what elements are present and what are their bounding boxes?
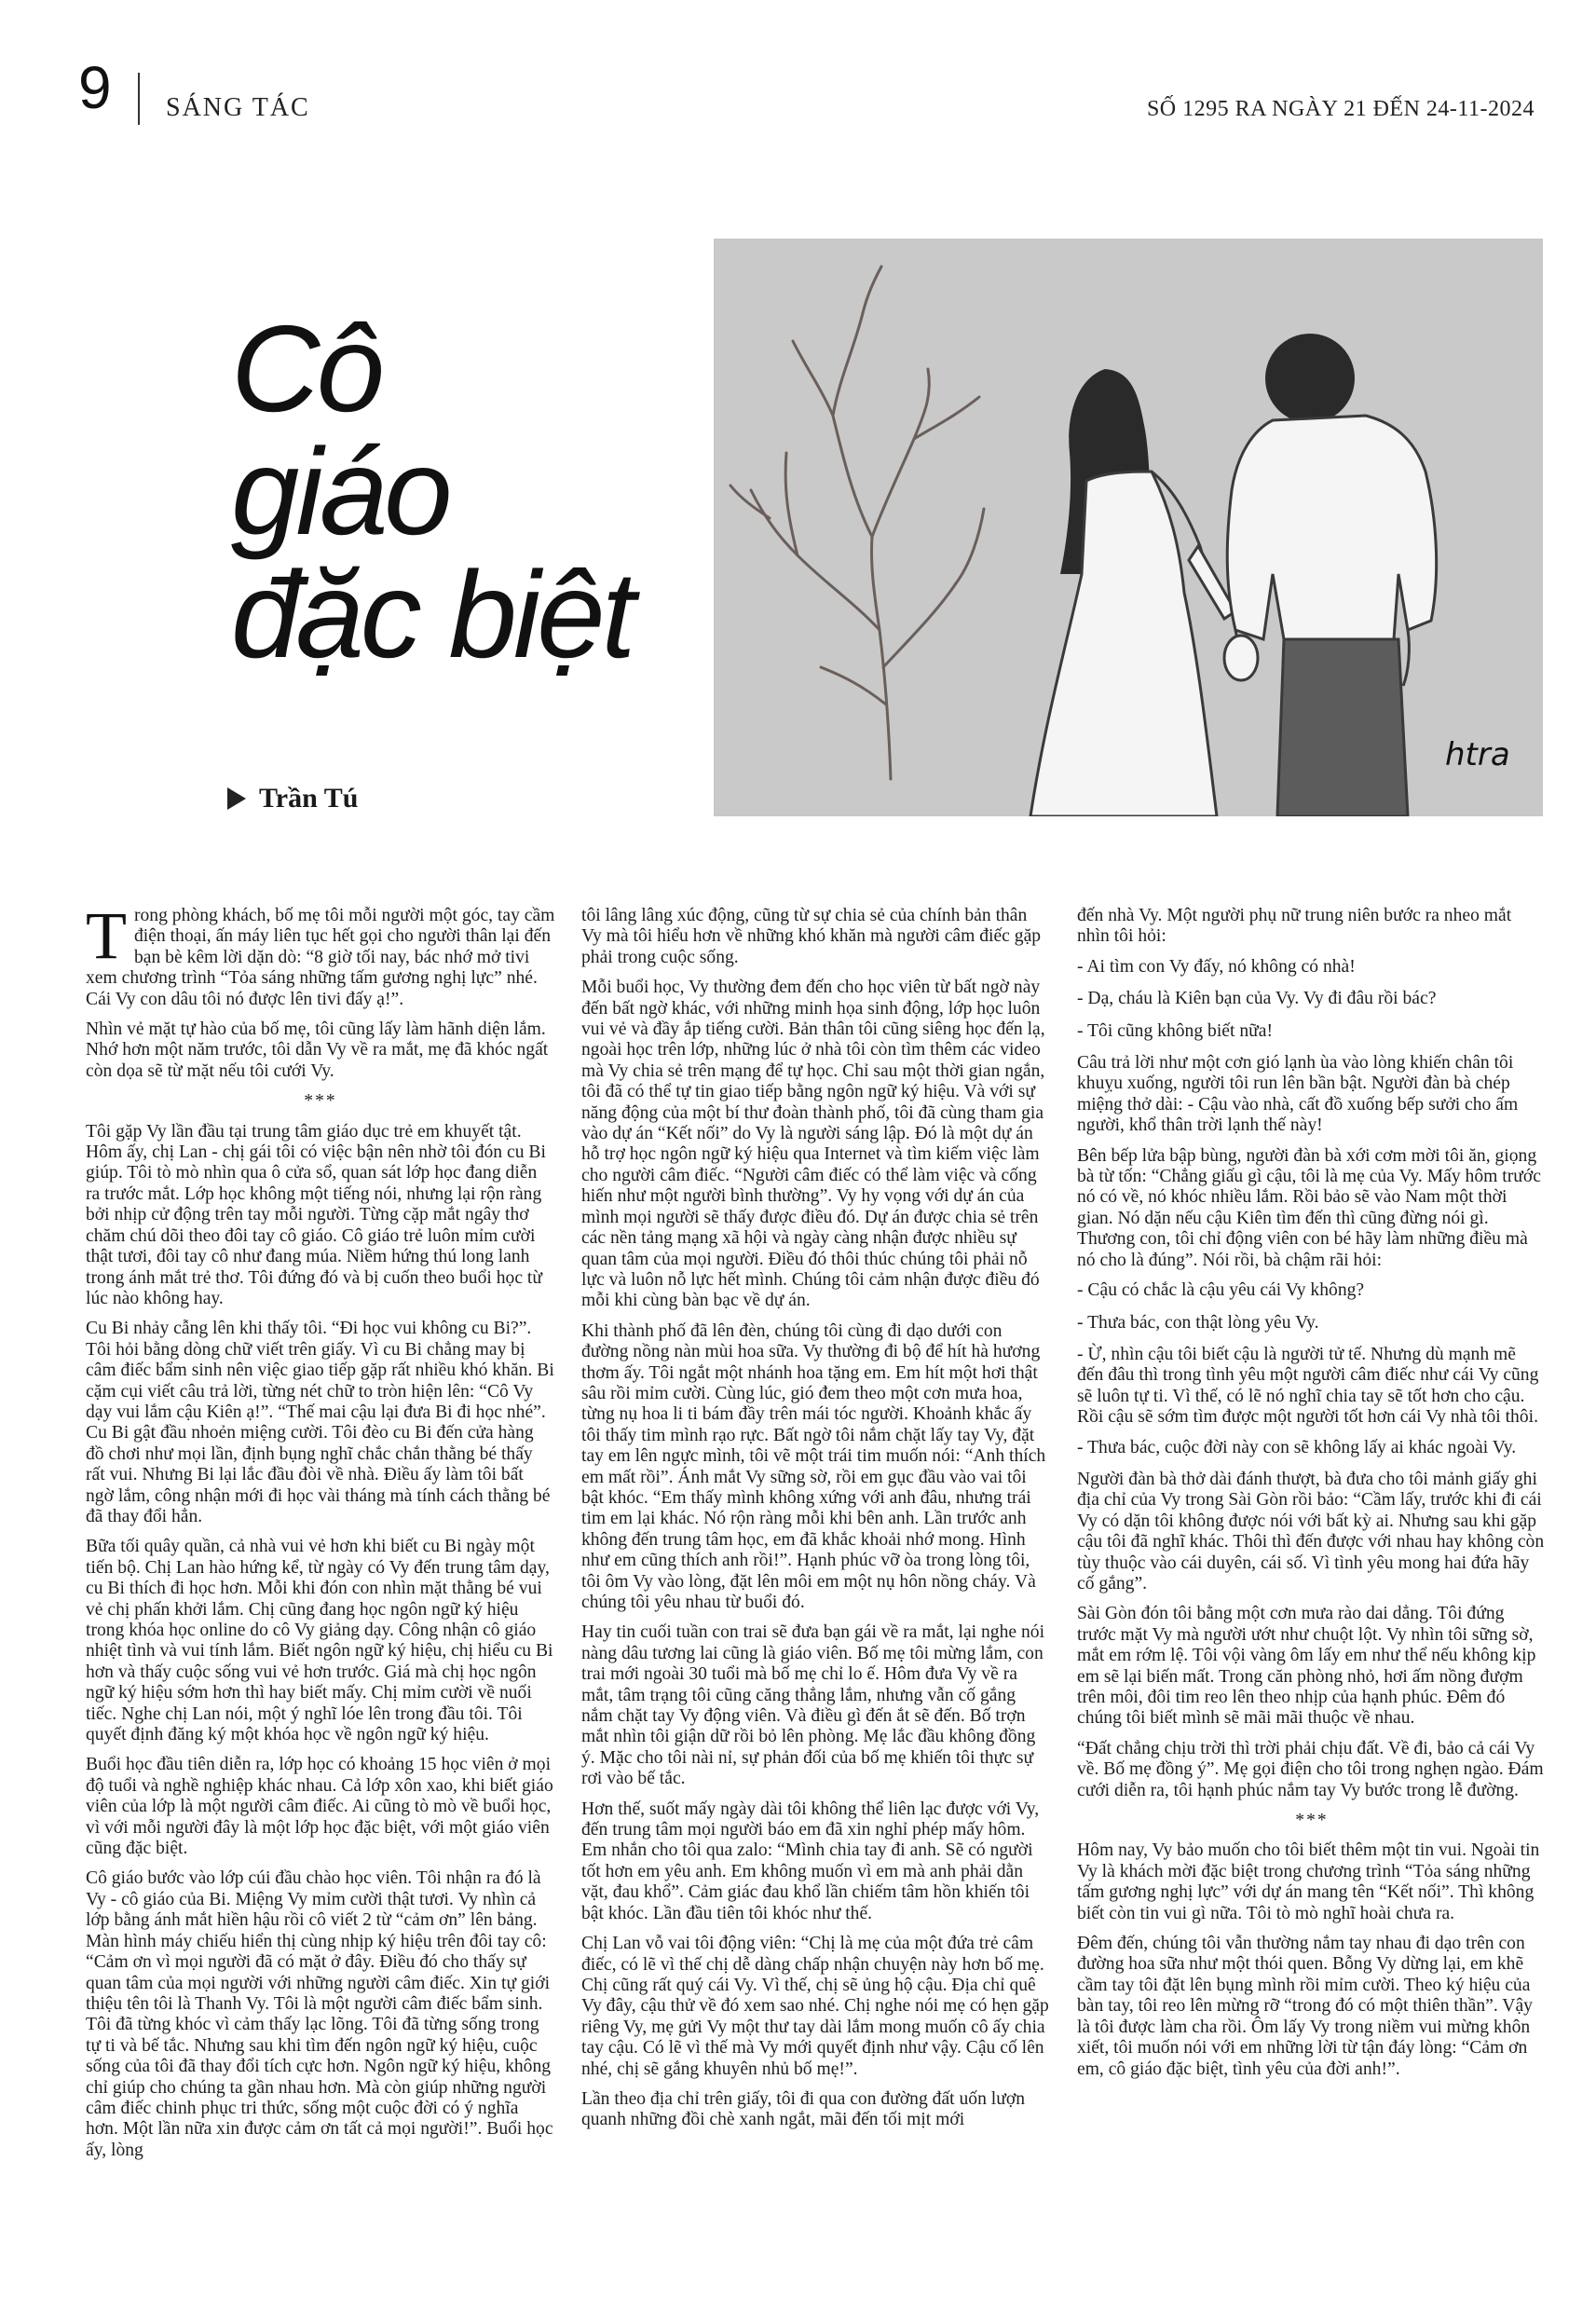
- drop-cap: T: [86, 898, 127, 973]
- dialogue-line: - Thưa bác, con thật lòng yêu Vy.: [1077, 1312, 1319, 1333]
- illustrator-signature: htra: [1445, 736, 1510, 773]
- paragraph: Trong phòng khách, bố mẹ tôi mỗi người một góc, tay cầm điện thoại, ấn máy liên tục hết gọi cho người thân lại đến bạn bè kêm lời dặn dò: “8 giờ tối nay, bác nhớ mở tivi xem chương trình “Tỏa sáng những tấm gương nghị lực” nhé. Cái Vy con dâu tôi nó được lên tivi đấy ạ!”.: [86, 898, 555, 1009]
- dialogue-line: - Dạ, cháu là Kiên bạn của Vy. Vy đi đâu rồi bác?: [1077, 989, 1437, 1009]
- paragraph: Chị Lan vỗ vai tôi động viên: “Chị là mẹ của một đứa trẻ câm điếc, có lẽ vì thế chị dễ dàng chấp nhận chuyện này hơn bố mẹ. Chị cũng rất quý cái Vy. Vì thế, chị sẽ ủng hộ cậu. Địa chỉ quê Vy đây, cậu thử về đó xem sao nhé. Chị nghe nói mẹ có hẹn gặp riêng Vy, mẹ gửi Vy một thư tay dài lắm mong muốn cô ấy chia tay cậu. Có lẽ vì thế mà Vy mới quyết định như vậy. Cậu cố lên nhé, chị sẽ gắng khuyên nhủ bố mẹ!”.: [581, 1934, 1049, 2079]
- paragraph: Người đàn bà thở dài đánh thượt, bà đưa cho tôi mảnh giấy ghi địa chỉ của Vy trong Sài Gòn rồi bảo: “Cầm lấy, trước khi đi cái Vy có dặn tôi không được nói với bất kỳ ai. Nhưng sau khi gặp cậu tôi đã nghĩ khác. Thôi thì đến được với nhau hay không còn tùy thuộc vào cái duyên, cái số. Vì tình yêu mong hai đứa hãy cố gắng”.: [1077, 1469, 1545, 1594]
- article-body: [86, 898, 1547, 2285]
- paragraph: Hôm nay, Vy bảo muốn cho tôi biết thêm một tin vui. Ngoài tin Vy là khách mời đặc biệt trong chương trình “Tỏa sáng những tấm gương nghị lực” với dự án mang tên “Kết nối”. Thì không biết còn tin vui gì nữa. Tôi tò mò nghĩ hoài chưa ra.: [1077, 1840, 1540, 1923]
- paragraph: Cô giáo bước vào lớp cúi đầu chào học viên. Tôi nhận ra đó là Vy - cô giáo của Bi. Miệng Vy mỉm cười thật tươi. Vy nhìn cả lớp bằng ánh mắt hiền hậu rồi cô viết 2 từ “cảm ơn” lên bảng. Màn hình máy chiếu hiển thị cùng nhịp ký hiệu trên đôi tay cô: “Cảm ơn vì mọi người đã có mặt ở đây. Điều đó cho thấy sự quan tâm của mọi người với những người câm điếc. Xin tự giới thiệu tên tôi là Thanh Vy. Tôi là một người câm điếc bẩm sinh. Tôi đã từng khóc vì cảm thấy lạc lõng. Tôi đã từng sống trong tự ti và bế tắc. Nhưng sau khi tìm đến ngôn ngữ ký hiệu, cuộc sống của tôi đã thay đổi tích cực hơn. Ngôn ngữ ký hiệu, không chỉ giúp cho chúng ta gần nhau hơn. Mà còn giúp những người câm điếc chinh phục tri thức, sống một cuộc đời có ý nghĩa hơn. Một lần nữa xin được cảm ơn tất cả mọi người!”. Buổi học ấy, lòng: [86, 1868, 553, 2160]
- byline: [227, 783, 358, 814]
- author-name: Trần Tú: [259, 783, 359, 814]
- paragraph: Lần theo địa chỉ trên giấy, tôi đi qua con đường đất uốn lượn quanh những đồi chè xanh ngắt, mãi đến tối mịt mới: [581, 2088, 1025, 2130]
- column-3: [1077, 906, 1547, 2285]
- paragraph: Khi thành phố đã lên đèn, chúng tôi cùng đi dạo dưới con đường nồng nàn mùi hoa sữa. Vy thường đi bộ để hít hà hương thơm ấy. Tôi ngắt một nhánh hoa tặng em. Em hít một hơi thật sâu rồi mỉm cười. Cùng lúc, gió đem theo một cơn mưa hoa, từng nụ hoa li ti bám đầy trên mái tóc người. Khoảnh khắc ấy tôi thấy tim mình rạo rực. Bất ngờ tôi nắm chặt lấy tay Vy, đặt tay em lên ngực mình, tôi vẽ một trái tim muốn nói: “Anh thích em mất rồi”. Ánh mắt Vy sững sờ, rồi em gục đầu vào vai tôi bật khóc. “Em thấy mình không xứng với anh đâu, nhưng trái tim em lại khác. Nó rộn ràng mỗi khi bên anh. Lần trước anh không đến trung tâm học, em đã khắc khoải nhớ mong. Hình như em cũng thích anh rồi!”. Hạnh phúc vỡ òa trong lòng tôi, tôi ôm Vy vào lòng, đặt lên môi em một nụ hôn nồng cháy. Và chúng tôi yêu nhau từ buổi đó.: [581, 1320, 1046, 1612]
- play-arrow-icon: [227, 787, 246, 810]
- paragraph: Tôi gặp Vy lần đầu tại trung tâm giáo dục trẻ em khuyết tật. Hôm ấy, chị Lan - chị gái tôi có việc bận nên nhờ tôi đón cu Bi giúp. Tôi tò mò nhìn qua ô cửa sổ, quan sát lớp học đang diễn ra trước mắt. Lớp học không một tiếng nói, nhưng lại rộn ràng bởi nhịp cử động trên tay mỗi người. Từng cặp mắt ngây thơ chăm chú dõi theo đôi tay cô giáo. Cô giáo trẻ luôn mỉm cười thật tươi, đôi tay cô như đang múa. Niềm hứng thú long lanh trong ánh mắt trẻ thơ. Tôi đứng đó và bị cuốn theo buổi học từ lúc nào không hay.: [86, 1121, 546, 1308]
- paragraph: Cu Bi nhảy cẫng lên khi thấy tôi. “Đi học vui không cu Bi?”. Tôi hỏi bằng dòng chữ viết trên giấy. Vì cu Bi chẳng may bị câm điếc bẩm sinh nên việc giao tiếp gặp rất nhiều khó khăn. Bi cặm cụi viết câu trả lời, từng nét chữ to tròn hiện lên: “Cô Vy dạy vui lắm cậu Kiên ạ!”. “Thế mai cậu lại đưa Bi đi học nhé”. Cu Bi gật đầu nhoẻn miệng cười. Tôi đèo cu Bi đến cửa hàng đồ chơi như mọi lần, định bụng nghĩ chắc chắn thằng bé thấy rất vui. Nhưng Bi lại lắc đầu đòi về nhà. Điều ấy làm tôi bất ngờ lắm, công nhận mới đi học vài tháng mà tính cách thằng bé đã thay đổi hẳn.: [86, 1319, 554, 1526]
- title-line: giáo: [231, 423, 449, 560]
- paragraph: Hay tin cuối tuần con trai sẽ đưa bạn gái về ra mắt, lại nghe nói nàng dâu tương lai cũng là giáo viên. Bố mẹ tôi mừng lắm, con trai mới ngoài 30 tuổi mà bố mẹ chỉ lo ế. Hôm đưa Vy về ra mắt, tâm trạng tôi cũng căng thẳng lắm, nhưng vẫn cố gắng nắm chặt tay Vy động viên. Và điều gì đến ắt sẽ đến. Bố trợn mắt nhìn tôi giận dữ rồi bỏ lên phòng. Mẹ lắc đầu không đồng ý. Mặc cho tôi nài nỉ, sự phản đối của bố mẹ khiến tôi thực sự rơi vào bế tắc.: [581, 1622, 1045, 1789]
- column-2: [581, 906, 1051, 2285]
- paragraph: Mỗi buổi học, Vy thường đem đến cho học viên từ bất ngờ này đến bất ngờ khác, với những minh họa sinh động, lớp học luôn vui vẻ và đầy ắp tiếng cười. Bản thân tôi cũng siêng học đến lạ, ngoài học trên lớp, những lúc ở nhà tôi còn tìm thêm các video mà Vy chia sẻ trên mạng để tự học. Chỉ sau một thời gian ngắn, tôi đã có thể tự tin giao tiếp bằng ngôn ngữ ký hiệu. Và với sự năng động của một bí thư đoàn thành phố, tôi đã cùng tham gia vào dự án “Kết nối” do Vy là người sáng lập. Đó là một dự án hỗ trợ học ngôn ngữ ký hiệu qua Internet và tìm kiếm việc làm cho người câm điếc. “Người câm điếc có thể làm việc và cống hiến như một người bình thường”. Vy hy vọng với dự án của mình mọi người sẽ thấy được điều đó. Dự án được chia sẻ trên các nền tảng mạng xã hội và ngày càng nhận được nhiều sự quan tâm của mọi người. Điều đó thôi thúc chúng tôi phải nỗ lực và luôn nỗ lực hết mình. Chúng tôi cảm nhận được điều đó mỗi khi cùng bàn bạc về dự án.: [581, 978, 1045, 1311]
- dialogue-line: - Ai tìm con Vy đấy, nó không có nhà!: [1077, 956, 1356, 977]
- paragraph: Nhìn vẻ mặt tự hào của bố mẹ, tôi cũng lấy làm hãnh diện lắm. Nhớ hơn một năm trước, tôi dẫn Vy về ra mắt, mẹ đã khóc ngất còn dọa sẽ từ mặt nếu tôi cưới Vy.: [86, 1019, 549, 1081]
- dialogue-line: - Tôi cũng không biết nữa!: [1077, 1020, 1273, 1041]
- paragraph: Hơn thế, suốt mấy ngày dài tôi không thể liên lạc được với Vy, đến trung tâm mọi người báo em đã xin nghỉ phép mấy hôm. Em nhắn cho tôi qua zalo: “Mình chia tay đi anh. Sẽ có người tốt hơn em yêu anh. Em không muốn vì em mà anh phải dằn vặt, đau khổ”. Cảm giác đau khổ lần chiếm tâm hồn khiến tôi bật khóc. Lần đầu tiên tôi khóc như thế.: [581, 1799, 1040, 1923]
- paragraph: Sài Gòn đón tôi bằng một cơn mưa rào dai dẳng. Tôi đứng trước mặt Vy mà người ướt như chuột lột. Vy nhìn tôi sững sờ, mắt em rớm lệ. Tôi vội vàng ôm lấy em như thể nếu không kịp em sẽ lại biến mất. Trong căn phòng nhỏ, hơi ấm nồng đượm trên môi, đôi tim reo lên theo nhịp của hạnh phúc. Đêm đó chúng tôi biết mình sẽ mãi mãi thuộc về nhau.: [1077, 1604, 1536, 1729]
- paragraph: - Ừ, nhìn cậu tôi biết cậu là người tử tế. Nhưng dù mạnh mẽ đến đâu thì trong tình yêu một người câm điếc như cái Vy cũng sẽ luôn tự ti. Vì thế, có lẽ nó nghĩ chia tay sẽ tốt hơn cho cậu. Rồi cậu sẽ sớm tìm được một người tốt hơn cái Vy nhà tôi thôi.: [1077, 1344, 1539, 1428]
- paragraph: tôi lâng lâng xúc động, cũng từ sự chia sẻ của chính bản thân Vy mà tôi hiểu hơn về những khó khăn mà người câm điếc gặp phải trong cuộc sống.: [581, 906, 1042, 967]
- article-title: [231, 300, 716, 683]
- section-label: SÁNG TÁC: [166, 93, 310, 122]
- issue-info: SỐ 1295 RA NGÀY 21 ĐẾN 24-11-2024: [1146, 97, 1535, 121]
- column-1: [86, 898, 555, 2285]
- paragraph: Đêm đến, chúng tôi vẫn thường nắm tay nhau đi dạo trên con đường hoa sữa như một thói quen. Bỗng Vy dừng lại, em khẽ cầm tay tôi đặt lên bụng mình rồi mỉm cười. Theo ký hiệu của bàn tay, tôi reo lên mừng rỡ “trong đó có một thiên thần”. Vậy là tôi được làm cha rồi. Ôm lấy Vy trong niềm vui mừng khôn xiết, tôi muốn nói với em những lời từ tận đáy lòng: “Cảm ơn em, cô giáo đặc biệt, tình yêu của đời anh!”.: [1077, 1934, 1533, 2079]
- paragraph: Câu trả lời như một cơn gió lạnh ùa vào lòng khiến chân tôi khuỵu xuống, người tôi run lên bần bật. Người đàn bà chép miệng thở dài: - Cậu vào nhà, cất đồ xuống bếp sưởi cho ấm người, khổ thân trời lạnh thế này!: [1077, 1053, 1519, 1136]
- illustration: [714, 239, 1543, 816]
- dialogue-line: - Cậu có chắc là cậu yêu cái Vy không?: [1077, 1280, 1365, 1301]
- header-divider: [138, 73, 140, 125]
- section-separator: ***: [1295, 1811, 1329, 1831]
- section-separator: ***: [304, 1091, 337, 1112]
- paragraph: Buổi học đầu tiên diễn ra, lớp học có khoảng 15 học viên ở mọi độ tuổi và nghề nghiệp khác nhau. Cả lớp xôn xao, khi biết giáo viên của lớp là một người câm điếc. Ai cũng tò mò về buổi học, vì với mỗi người đây là một lớp học đặc biệt, với một giáo viên cũng đặc biệt.: [86, 1755, 553, 1859]
- paragraph: Bữa tối quây quần, cả nhà vui vẻ hơn khi biết cu Bi ngày một tiến bộ. Chị Lan hào hứng kể, từ ngày có Vy đến trung tâm dạy, cu Bi thích đi học hơn. Mỗi khi đón con nhìn mặt thằng bé vui vẻ chị phấn khởi lắm. Chị cũng đang học ngôn ngữ ký hiệu trong khóa học online do cô Vy giảng dạy. Công nhận cô giáo nhiệt tình và vui tính lắm. Biết ngôn ngữ ký hiệu, chị hiểu cu Bi hơn và thấy cuộc sống vui vẻ hơn trước. Giá mà chị học ngôn ngữ ký hiệu sớm hơn thì hay biết mấy. Chị mỉm cười về nuối tiếc. Nghe chị Lan nói, một ý nghĩ lóe lên trong đầu tôi. Tôi quyết định đăng ký một khóa học về ngôn ngữ ký hiệu.: [86, 1537, 553, 1745]
- page-number: 9: [78, 54, 112, 121]
- paragraph: “Đất chẳng chịu trời thì trời phải chịu đất. Về đi, bảo cả cái Vy về. Bố mẹ đồng ý”. Mẹ gọi điện cho tôi trong nghẹn ngào. Đám cưới diễn ra, tôi hạnh phúc nắm tay Vy bước trong lễ đường.: [1077, 1738, 1544, 1800]
- couple-illustration: [714, 239, 1543, 816]
- title-line: Cô: [231, 300, 381, 437]
- dialogue-line: - Thưa bác, cuộc đời này con sẽ không lấy ai khác ngoài Vy.: [1077, 1437, 1517, 1457]
- paragraph: đến nhà Vy. Một người phụ nữ trung niên bước ra nheo mắt nhìn tôi hỏi:: [1077, 906, 1512, 947]
- paragraph: Bên bếp lửa bập bùng, người đàn bà xới cơm mời tôi ăn, giọng bà từ tốn: “Chẳng giấu gì cậu, tôi là mẹ của Vy. Mấy hôm trước nó có về, nó khóc nhiều lắm. Rồi bảo sẽ vào Nam một thời gian. Nó dặn nếu cậu Kiên tìm đến thì cũng đừng nói gì. Thương con, tôi chỉ động viên con bé hãy làm những điều mà nó cho là đúng”. Nói rồi, bà chậm rãi hỏi:: [1077, 1145, 1541, 1270]
- held-hands: [1224, 636, 1258, 680]
- title-line: đặc biệt: [231, 546, 633, 683]
